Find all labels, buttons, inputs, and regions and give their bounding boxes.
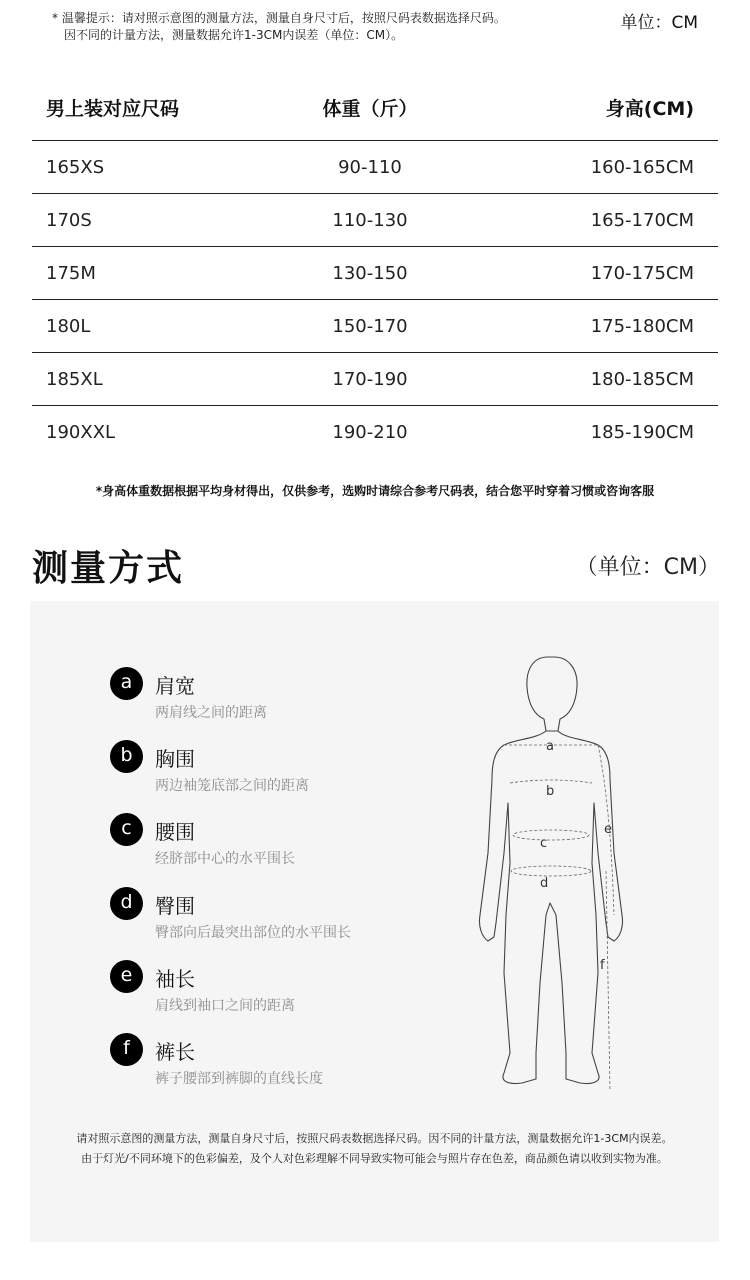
height-cell: 165-170CM (464, 194, 718, 247)
weight-cell: 190-210 (332, 421, 408, 443)
item-title: 腰围 (155, 820, 195, 844)
item-title: 裤长 (155, 1040, 195, 1064)
figure-label-c: c (540, 836, 548, 851)
weight-cell: 130-150 (276, 247, 464, 300)
badge-d: d (110, 887, 143, 920)
size-cell: 170S (32, 194, 276, 247)
table-row (32, 247, 718, 300)
weight-cell: 110-130 (276, 194, 464, 247)
height-cell: 160-165CM (464, 141, 718, 194)
size-cell: 165XS (32, 141, 276, 194)
figure-label-f: f (600, 958, 605, 973)
size-cell: 175M (32, 247, 276, 300)
figure-label-e: e (604, 822, 612, 837)
figure-label-b: b (546, 784, 555, 799)
badge-e: e (110, 960, 143, 993)
badge-f: f (110, 1033, 143, 1066)
panel-note-line-2: 由于灯光/不同环境下的色彩偏差，及个人对色彩理解不同导致实物可能会与照片存在色差，商品颜色请以收到实物为准。 (81, 1152, 668, 1165)
table-note: *身高体重数据根据平均身材得出，仅供参考，选购时请综合参考尺码表，结合您平时穿着习惯或咨询客服 (95, 484, 655, 498)
measure-panel (30, 601, 719, 1242)
table-row (32, 406, 718, 459)
weight-cell: 150-170 (276, 300, 464, 353)
table-header-row (32, 74, 718, 141)
measure-line-c (513, 830, 589, 840)
table-row (32, 353, 718, 406)
figure-label-d: d (540, 876, 549, 891)
size-cell: 185XL (32, 353, 276, 406)
size-cell: 190XXL (46, 421, 116, 443)
item-title: 臀围 (155, 894, 195, 918)
warm-tip (52, 10, 506, 44)
badge-b: b (110, 740, 143, 773)
tip-line-1: * 温馨提示：请对照示意图的测量方法，测量自身尺寸后，按照尺码表数据选择尺码。 (52, 11, 506, 25)
section-unit: （单位：CM） (575, 555, 720, 580)
item-title: 袖长 (155, 967, 195, 991)
header-weight: 体重（斤） (276, 74, 464, 141)
header-size: 男上装对应尺码 (32, 74, 276, 141)
section-title: 测量方式 (32, 548, 185, 589)
weight-cell: 170-190 (276, 353, 464, 406)
body-figure-illustration (470, 653, 650, 1093)
item-title: 胸围 (155, 747, 195, 771)
item-desc: 臀部向后最突出部位的水平围长 (155, 925, 351, 941)
item-desc: 两肩线之间的距离 (155, 705, 267, 721)
tip-line-2: 因不同的计量方法，测量数据允许1-3CM内误差（单位：CM）。 (64, 28, 404, 42)
item-title: 肩宽 (155, 674, 195, 698)
size-table (32, 74, 718, 458)
item-desc: 肩线到袖口之间的距离 (155, 998, 295, 1014)
item-desc: 裤子腰部到裤脚的直线长度 (155, 1071, 323, 1087)
measure-line-b (510, 780, 592, 783)
height-cell: 170-175CM (464, 247, 718, 300)
unit-label: 单位：CM (620, 13, 698, 33)
measure-line-d (511, 866, 591, 876)
table-row (32, 194, 718, 247)
panel-note (30, 1129, 719, 1169)
height-cell: 185-190CM (590, 421, 694, 443)
badge-c: c (110, 813, 143, 846)
weight-cell: 90-110 (276, 141, 464, 194)
height-cell: 175-180CM (464, 300, 718, 353)
header-height: 身高(CM) (464, 74, 718, 141)
figure-label-a: a (546, 739, 554, 754)
item-desc: 经脐部中心的水平围长 (155, 851, 295, 867)
panel-note-line-1: 请对照示意图的测量方法，测量自身尺寸后，按照尺码表数据选择尺码。因不同的计量方法，测量数据允许1-3CM内误差。 (76, 1132, 673, 1145)
table-row (32, 300, 718, 353)
badge-a: a (110, 667, 143, 700)
item-desc: 两边袖笼底部之间的距离 (155, 778, 309, 794)
size-cell: 180L (32, 300, 276, 353)
measure-line-f (606, 871, 610, 1091)
height-cell: 180-185CM (464, 353, 718, 406)
table-row (32, 141, 718, 194)
figure-head (527, 657, 577, 731)
